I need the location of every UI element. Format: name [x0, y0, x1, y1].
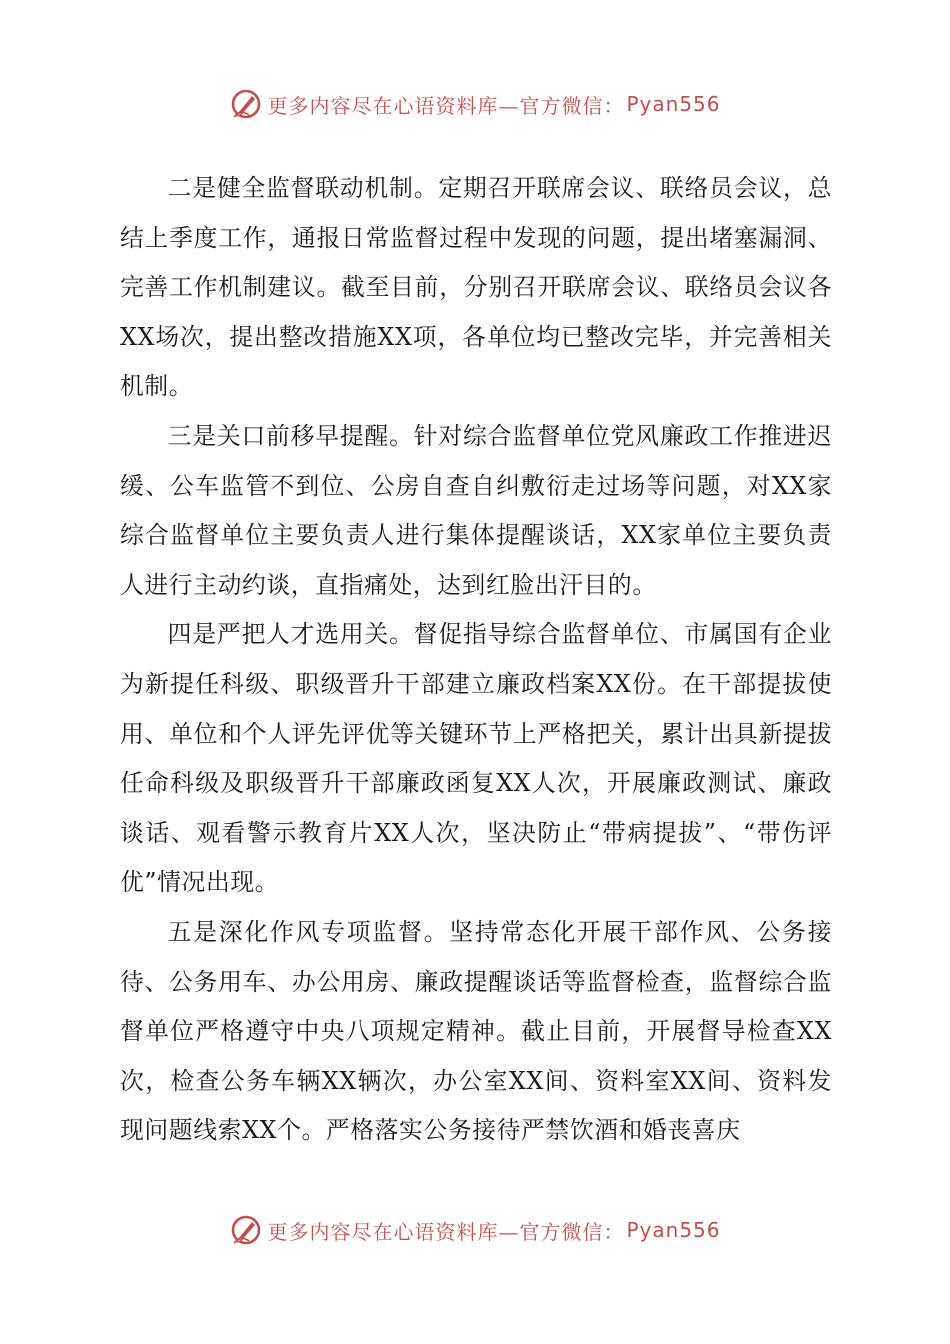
- document-body: [120, 164, 832, 1156]
- pen-logo-icon: [229, 1213, 263, 1247]
- paragraph-5: 五是深化作风专项监督。坚持常态化开展干部作风、公务接待、公务用车、办公用房、廉政提醒谈话等监督检查，监督综合监督单位严格遵守中央八项规定精神。截止目前，开展督导检查XX次，检查公务车辆XX辆次，办公室XX间、资料室XX间、资料发现问题线索XX个。严格落实公务接待严禁饮酒和婚丧喜庆: [120, 917, 832, 1145]
- paragraph-4: 四是严把人才选用关。督促指导综合监督单位、市属国有企业为新提任科级、职级晋升干部建立廉政档案XX份。在干部提拔使用、单位和个人评先评优等关键环节上严格把关，累计出具新提拔任命科级及职级晋升干部廉政函复XX人次，开展廉政测试、廉政谈话、观看警示教育片XX人次，坚决防止“带病提拔”、“带伤评优”情况出现。: [120, 620, 832, 897]
- watermark-handle: Pyan556: [626, 92, 721, 116]
- watermark-handle: Pyan556: [626, 1218, 721, 1242]
- watermark-text: 更多内容尽在心语资料库—官方微信：: [267, 1219, 625, 1244]
- header-watermark: [0, 84, 950, 124]
- paragraph-2: 二是健全监督联动机制。定期召开联席会议、联络员会议，总结上季度工作，通报日常监督过程中发现的问题，提出堵塞漏洞、完善工作机制建议。截至目前，分别召开联席会议、联络员会议各XX场次，提出整改措施XX项，各单位均已整改完毕，并完善相关机制。: [120, 174, 832, 401]
- pen-logo-icon: [229, 87, 263, 121]
- watermark-text: 更多内容尽在心语资料库—官方微信：: [267, 93, 625, 118]
- paragraph-3: 三是关口前移早提醒。针对综合监督单位党风廉政工作推进迟缓、公车监管不到位、公房自查自纠敷衍走过场等问题，对XX家综合监督单位主要负责人进行集体提醒谈话，XX家单位主要负责人进行主动约谈，直指痛处，达到红脸出汗目的。: [120, 421, 832, 599]
- footer-watermark: [0, 1210, 950, 1250]
